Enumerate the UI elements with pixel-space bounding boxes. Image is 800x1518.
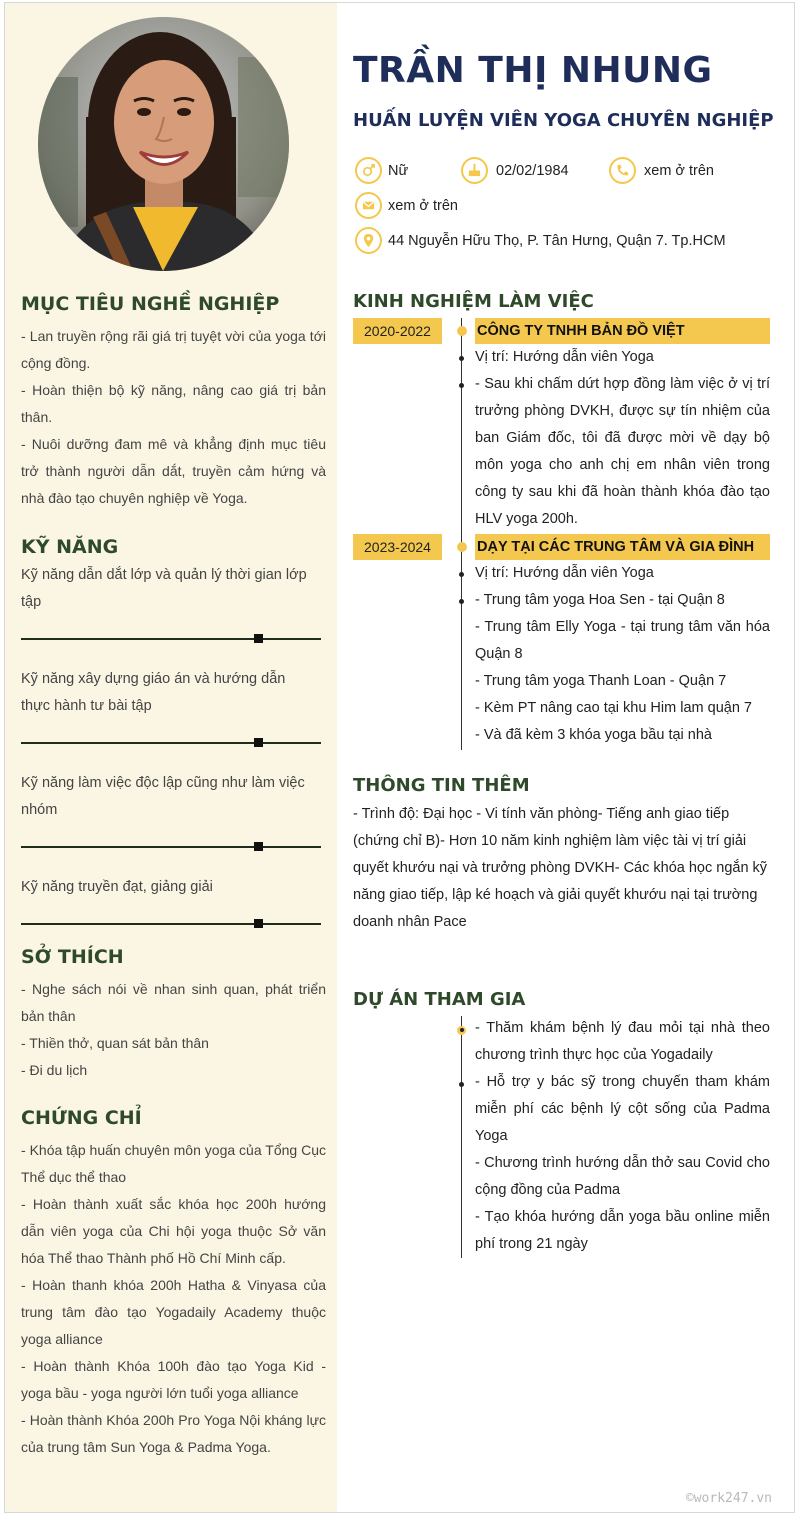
watermark: ©work247.vn bbox=[685, 1491, 772, 1506]
timeline-dot bbox=[459, 1082, 464, 1087]
job-line: - Sau khi chấm dứt hợp đồng làm việc ở vị trí trưởng phòng DVKH, được sự tín nhiệm của ban Giám đốc, tôi đã được mời về dạy bộ môn yoga cho anh chị em nhân viên trong công ty sau khi đã hoàn thành khóa đào tạo HLV yoga 200h. bbox=[475, 376, 770, 527]
address-info bbox=[355, 227, 726, 254]
job-company: CÔNG TY TNHH BẢN ĐỒ VIỆT bbox=[475, 318, 770, 344]
project-line: - Thăm khám bệnh lý đau mỏi tại nhà theo chương trình thực học của Yogadaily bbox=[475, 1020, 770, 1063]
candidate-name: TRẦN THỊ NHUNG bbox=[353, 50, 713, 91]
email-value: xem ở trên bbox=[388, 197, 458, 214]
job-line: Vị trí: Hướng dẫn viên Yoga bbox=[475, 565, 654, 581]
hobby-item: - Thiền thở, quan sát bản thân bbox=[21, 1035, 209, 1051]
skill-name: Kỹ năng dẫn dắt lớp và quản lý thời gian lớp tập bbox=[21, 567, 307, 610]
address-value: 44 Nguyễn Hữu Thọ, P. Tân Hưng, Quận 7. Tp.HCM bbox=[388, 232, 726, 249]
timeline-dot bbox=[459, 356, 464, 361]
skill-item bbox=[21, 770, 326, 848]
avatar bbox=[38, 17, 289, 271]
skill-bar bbox=[21, 923, 321, 925]
timeline-dot bbox=[459, 383, 464, 388]
more-info-text: - Trình độ: Đại học - Vi tính văn phòng- Tiếng anh giao tiếp (chứng chỉ B)- Hơn 10 năm kinh nghiệm làm việc tài vị trí giải quyết khướu nại và trưởng phòng DVKH- Các khóa học ngắn kỹ năng giao tiếp, lập ké hoạch và giải quyết khướu nại tại trường doanh nhân Pace bbox=[353, 806, 768, 930]
phone-icon bbox=[609, 157, 636, 184]
certificate-item: - Hoàn thành xuất sắc khóa học 200h hướng dẫn viên yoga của Chi hội yoga thuộc Sở văn hóa Thể thao Thành phố Hồ Chí Minh cấp. bbox=[21, 1196, 326, 1266]
gender-info bbox=[355, 157, 408, 184]
objective-section bbox=[21, 293, 326, 512]
timeline-dot bbox=[457, 326, 467, 336]
skill-level-marker bbox=[254, 842, 263, 851]
phone-info bbox=[609, 157, 714, 184]
skill-item bbox=[21, 562, 326, 640]
skill-bar bbox=[21, 638, 321, 640]
skill-name: Kỹ năng truyền đạt, giảng giải bbox=[21, 879, 213, 895]
more-info-title: THÔNG TIN THÊM bbox=[353, 775, 530, 796]
certificates-title: CHỨNG CHỈ bbox=[21, 1107, 142, 1129]
certificate-item: - Hoàn thành Khóa 200h Pro Yoga Nội kháng lực của trung tâm Sun Yoga & Padma Yoga. bbox=[21, 1412, 326, 1455]
cake-icon bbox=[461, 157, 488, 184]
job-line: - Kèm PT nâng cao tại khu Him lam quận 7 bbox=[475, 700, 752, 716]
job-line: - Trung tâm yoga Thanh Loan - Quận 7 bbox=[475, 673, 727, 689]
objective-item: - Lan truyền rộng rãi giá trị tuyệt vời của yoga tới cộng đồng. bbox=[21, 328, 326, 371]
phone-value: xem ở trên bbox=[644, 162, 714, 179]
gender-icon bbox=[355, 157, 382, 184]
map-pin-icon bbox=[355, 227, 382, 254]
skill-name: Kỹ năng làm việc độc lập cũng như làm việc nhóm bbox=[21, 775, 305, 818]
hobby-item: - Đi du lịch bbox=[21, 1062, 88, 1078]
hobbies-section bbox=[21, 946, 326, 1084]
job-line: - Trung tâm Elly Yoga - tại trung tâm văn hóa Quận 8 bbox=[475, 619, 770, 662]
skill-name: Kỹ năng xây dựng giáo án và hướng dẫn thực hành tư bài tập bbox=[21, 671, 286, 714]
skill-item bbox=[21, 666, 326, 744]
envelope-icon bbox=[355, 192, 382, 219]
job-period: 2020-2022 bbox=[353, 318, 442, 344]
skill-level-marker bbox=[254, 919, 263, 928]
objective-item: - Nuôi dưỡng đam mê và khẳng định mục tiêu trở thành người dẫn dắt, truyền cảm hứng và nhà đào tạo chuyên nghiệp về Yoga. bbox=[21, 436, 326, 506]
skill-bar bbox=[21, 742, 321, 744]
certificate-item: - Khóa tập huấn chuyên môn yoga của Tổng Cục Thể dục thể thao bbox=[21, 1142, 326, 1185]
objective-title: MỤC TIÊU NGHỀ NGHIỆP bbox=[21, 293, 280, 315]
timeline-dot bbox=[459, 572, 464, 577]
project-line: - Hỗ trợ y bác sỹ trong chuyến tham khám miễn phí các bệnh lý cột sống của Padma Yoga bbox=[475, 1074, 770, 1144]
birthday-value: 02/02/1984 bbox=[496, 162, 569, 179]
hobby-item: - Nghe sách nói về nhan sinh quan, phát triển bản thân bbox=[21, 981, 326, 1024]
skills-section bbox=[21, 536, 326, 951]
experience-title: KINH NGHIỆM LÀM VIỆC bbox=[353, 291, 594, 312]
birthday-info bbox=[461, 157, 569, 184]
hobbies-title: SỞ THÍCH bbox=[21, 946, 124, 968]
candidate-title: HUẤN LUYỆN VIÊN YOGA CHUYÊN NGHIỆP bbox=[353, 110, 774, 131]
project-line: - Chương trình hướng dẫn thở sau Covid cho cộng đồng của Padma bbox=[475, 1155, 770, 1198]
certificates-section bbox=[21, 1107, 326, 1461]
portrait-photo bbox=[38, 17, 289, 271]
skill-item bbox=[21, 874, 326, 925]
job-line: Vị trí: Hướng dẫn viên Yoga bbox=[475, 349, 654, 365]
job-period: 2023-2024 bbox=[353, 534, 442, 560]
objective-item: - Hoàn thiện bộ kỹ năng, nâng cao giá trị bản thân. bbox=[21, 382, 326, 425]
job-line: - Trung tâm yoga Hoa Sen - tại Quận 8 bbox=[475, 592, 725, 608]
skill-level-marker bbox=[254, 634, 263, 643]
job-company: DẠY TẠI CÁC TRUNG TÂM VÀ GIA ĐÌNH bbox=[475, 534, 770, 560]
skill-level-marker bbox=[254, 738, 263, 747]
certificate-item: - Hoàn thanh khóa 200h Hatha & Vinyasa của trung tâm đào tạo Yogadaily Academy thuộc yoga alliance bbox=[21, 1277, 326, 1347]
timeline-dot bbox=[460, 1028, 464, 1032]
gender-value: Nữ bbox=[388, 162, 409, 179]
job-line: - Và đã kèm 3 khóa yoga bầu tại nhà bbox=[475, 727, 712, 743]
projects-title: DỰ ÁN THAM GIA bbox=[353, 989, 526, 1010]
projects-timeline bbox=[461, 1016, 462, 1258]
project-line: - Tạo khóa hướng dẫn yoga bầu online miễn phí trong 21 ngày bbox=[475, 1209, 770, 1252]
certificate-item: - Hoàn thành Khóa 100h đào tạo Yoga Kid - yoga bầu - yoga người lớn tuổi yoga alliance bbox=[21, 1358, 326, 1401]
skills-title: KỸ NĂNG bbox=[21, 536, 119, 558]
timeline-dot bbox=[457, 542, 467, 552]
email-info bbox=[355, 192, 458, 219]
timeline-dot bbox=[459, 599, 464, 604]
skill-bar bbox=[21, 846, 321, 848]
